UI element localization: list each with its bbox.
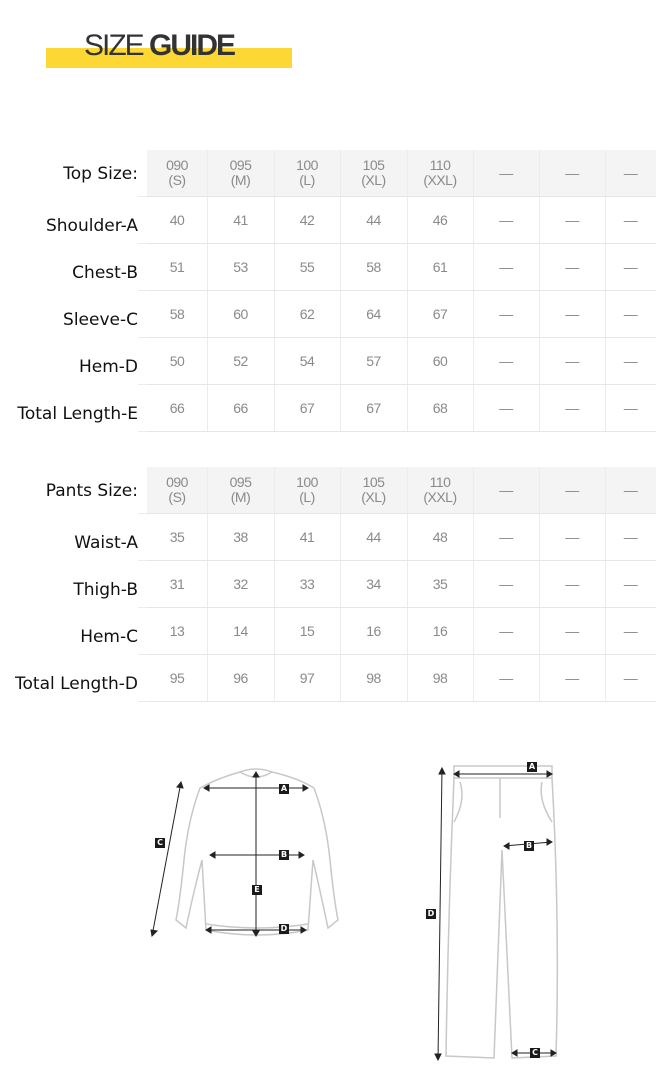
empty-dash-cell: —: [623, 164, 638, 181]
top-diagram-label-b: B: [280, 850, 288, 859]
size-guide-heading: [46, 24, 234, 68]
column-divider: [473, 385, 474, 431]
measurement-cell: 67: [432, 305, 448, 322]
column-divider: [473, 291, 474, 337]
size-header-cell: [274, 467, 340, 513]
top-diagram-label-a: A: [280, 784, 288, 793]
measurement-cell: 35: [432, 575, 448, 592]
empty-dash-cell: —: [565, 399, 579, 416]
empty-dash-cell: —: [623, 399, 638, 416]
measurement-cell: 54: [299, 352, 315, 369]
column-divider: [274, 561, 275, 607]
size-number: 105: [362, 474, 385, 490]
measurement-cell: 57: [366, 352, 381, 369]
row-cells: [147, 150, 656, 197]
table-row: [0, 514, 656, 561]
empty-dash-cell: —: [623, 622, 638, 639]
empty-dash-cell: —: [623, 305, 638, 322]
column-divider: [605, 608, 606, 654]
size-number: 110: [429, 474, 451, 490]
empty-dash-cell: —: [623, 481, 638, 498]
measurement-cell: 98: [432, 669, 448, 686]
measurement-cell: 40: [169, 211, 185, 228]
column-divider: [605, 467, 606, 513]
size-header-cell: [340, 150, 407, 196]
column-divider: [539, 608, 540, 654]
column-divider: [473, 467, 474, 513]
table-row: [0, 608, 656, 655]
measurement-cell: 13: [169, 622, 185, 639]
empty-dash-cell: —: [565, 669, 579, 686]
size-number: 095: [229, 157, 252, 173]
size-number: 090: [166, 157, 188, 173]
column-divider: [274, 608, 275, 654]
measurement-cell: 41: [233, 211, 248, 228]
size-letter: (L): [299, 489, 315, 505]
column-divider: [207, 608, 208, 654]
row-cells: [147, 291, 656, 338]
column-divider: [539, 561, 540, 607]
row-label: Shoulder-A: [0, 202, 138, 249]
empty-dash-cell: —: [565, 575, 579, 592]
pants-diagram-label-c: C: [530, 1048, 540, 1058]
column-divider: [274, 385, 275, 431]
row-cells: [147, 338, 656, 385]
size-header-cell: [340, 467, 407, 513]
column-divider: [207, 338, 208, 384]
measurement-cell: 60: [432, 352, 448, 369]
empty-dash-cell: —: [623, 211, 638, 228]
column-divider: [274, 467, 275, 513]
column-divider: [274, 244, 275, 290]
size-header-cell: [274, 150, 340, 196]
row-cells: [147, 608, 656, 655]
measurement-cell: 14: [233, 622, 248, 639]
size-letter: (XL): [361, 172, 386, 188]
table-row: [0, 197, 656, 244]
column-divider: [407, 514, 408, 560]
column-divider: [340, 197, 341, 243]
top-measurement-diagram: [148, 760, 348, 950]
measurement-cell: 97: [299, 669, 315, 686]
column-divider: [207, 385, 208, 431]
column-divider: [340, 608, 341, 654]
column-divider: [473, 150, 474, 196]
sweatshirt-outline-icon: [148, 760, 348, 950]
table-row: [0, 561, 656, 608]
column-divider: [340, 291, 341, 337]
measurement-cell: 58: [169, 305, 185, 322]
column-divider: [605, 244, 606, 290]
empty-dash-cell: —: [499, 481, 513, 498]
size-letter: (M): [230, 172, 251, 188]
column-divider: [407, 197, 408, 243]
column-divider: [539, 467, 540, 513]
table-header-row: [0, 467, 656, 514]
measurement-cell: 64: [366, 305, 381, 322]
measurement-cell: 15: [299, 622, 315, 639]
measurement-cell: 42: [299, 211, 315, 228]
measurement-cell: 62: [299, 305, 315, 322]
empty-dash-cell: —: [565, 622, 579, 639]
measurement-cell: 66: [233, 399, 248, 416]
table-row: [0, 244, 656, 291]
size-letter: (XXL): [423, 172, 457, 188]
table-row: [0, 291, 656, 338]
column-divider: [340, 150, 341, 196]
row-cells: [147, 385, 656, 432]
measurement-cell: 60: [233, 305, 248, 322]
column-divider: [340, 338, 341, 384]
column-divider: [473, 338, 474, 384]
column-divider: [539, 244, 540, 290]
size-header-cell: [207, 150, 274, 196]
column-divider: [473, 244, 474, 290]
column-divider: [207, 561, 208, 607]
column-divider: [274, 291, 275, 337]
size-letter: (XL): [361, 489, 386, 505]
size-letter: (S): [168, 489, 186, 505]
measurement-cell: 38: [233, 528, 248, 545]
measurement-cell: 44: [366, 211, 381, 228]
empty-dash-cell: —: [565, 164, 579, 181]
size-header-cell: [207, 467, 274, 513]
column-divider: [207, 244, 208, 290]
measurement-cell: 61: [432, 258, 448, 275]
size-letter: (L): [299, 172, 315, 188]
column-divider: [473, 561, 474, 607]
size-header-cell: [407, 467, 473, 513]
measurement-cell: 53: [233, 258, 248, 275]
table-header-label: Top Size:: [0, 150, 138, 197]
empty-dash-cell: —: [565, 211, 579, 228]
row-label: Thigh-B: [0, 566, 138, 613]
row-cells: [147, 467, 656, 514]
measurement-cell: 50: [169, 352, 185, 369]
empty-dash-cell: —: [623, 258, 638, 275]
column-divider: [274, 338, 275, 384]
size-number: 100: [296, 474, 318, 490]
size-header-cell: [147, 150, 207, 196]
row-label: Sleeve-C: [0, 296, 138, 343]
size-number: 090: [166, 474, 188, 490]
pants-diagram-label-b: B: [525, 841, 533, 850]
empty-dash-cell: —: [499, 669, 513, 686]
column-divider: [207, 514, 208, 560]
empty-dash-cell: —: [499, 164, 513, 181]
empty-dash-cell: —: [623, 352, 638, 369]
column-divider: [473, 197, 474, 243]
empty-dash-cell: —: [499, 622, 513, 639]
measurement-cell: 67: [366, 399, 381, 416]
column-divider: [274, 197, 275, 243]
title-word-size: SIZE: [84, 29, 143, 62]
empty-dash-cell: —: [499, 305, 513, 322]
measurement-cell: 68: [432, 399, 448, 416]
column-divider: [340, 561, 341, 607]
measurement-cell: 16: [432, 622, 448, 639]
size-header-cell: [407, 150, 473, 196]
empty-dash-cell: —: [565, 352, 579, 369]
table-row: [0, 385, 656, 432]
row-cells: [147, 655, 656, 702]
page-title: [46, 24, 234, 68]
column-divider: [207, 467, 208, 513]
column-divider: [539, 291, 540, 337]
column-divider: [407, 291, 408, 337]
measurement-cell: 35: [169, 528, 185, 545]
pants-diagram-label-d: D: [427, 909, 435, 918]
column-divider: [539, 150, 540, 196]
column-divider: [605, 197, 606, 243]
column-divider: [539, 197, 540, 243]
measurement-cell: 33: [299, 575, 315, 592]
measurement-cell: 66: [169, 399, 185, 416]
empty-dash-cell: —: [499, 352, 513, 369]
column-divider: [605, 514, 606, 560]
measurement-cell: 67: [299, 399, 315, 416]
column-divider: [207, 150, 208, 196]
column-divider: [340, 385, 341, 431]
column-divider: [407, 150, 408, 196]
column-divider: [407, 561, 408, 607]
column-divider: [539, 655, 540, 701]
measurement-cell: 51: [169, 258, 185, 275]
measurement-cell: 16: [366, 622, 381, 639]
column-divider: [274, 514, 275, 560]
row-label: Total Length-D: [0, 660, 138, 707]
size-number: 105: [362, 157, 385, 173]
top-diagram-label-e: E: [252, 885, 262, 895]
measurement-cell: 52: [233, 352, 248, 369]
column-divider: [407, 467, 408, 513]
empty-dash-cell: —: [499, 211, 513, 228]
size-letter: (S): [168, 172, 186, 188]
column-divider: [340, 467, 341, 513]
measurement-cell: 44: [366, 528, 381, 545]
column-divider: [539, 514, 540, 560]
column-divider: [605, 385, 606, 431]
column-divider: [605, 655, 606, 701]
row-label: Chest-B: [0, 249, 138, 296]
table-header-label: Pants Size:: [0, 467, 138, 514]
empty-dash-cell: —: [499, 258, 513, 275]
top-diagram-label-d: D: [280, 924, 288, 933]
size-header-cell: [147, 467, 207, 513]
measurement-cell: 95: [169, 669, 185, 686]
table-row: [0, 338, 656, 385]
column-divider: [605, 561, 606, 607]
measurement-cell: 32: [233, 575, 248, 592]
column-divider: [207, 197, 208, 243]
row-label: Total Length-E: [0, 390, 138, 437]
column-divider: [473, 514, 474, 560]
pants-measurement-diagram: [420, 760, 570, 1070]
size-letter: (M): [230, 489, 251, 505]
row-cells: [147, 561, 656, 608]
measurement-cell: 96: [233, 669, 248, 686]
column-divider: [274, 655, 275, 701]
column-divider: [407, 655, 408, 701]
measurement-cell: 58: [366, 258, 381, 275]
measurement-cell: 41: [299, 528, 315, 545]
title-word-guide: GUIDE: [149, 29, 235, 62]
empty-dash-cell: —: [623, 575, 638, 592]
column-divider: [340, 655, 341, 701]
column-divider: [473, 655, 474, 701]
size-number: 110: [429, 157, 451, 173]
empty-dash-cell: —: [565, 258, 579, 275]
empty-dash-cell: —: [499, 399, 513, 416]
pants-outline-icon: [420, 760, 570, 1070]
measurement-cell: 31: [169, 575, 185, 592]
row-cells: [147, 514, 656, 561]
size-number: 095: [229, 474, 252, 490]
measurement-cell: 48: [432, 528, 448, 545]
measurement-cell: 46: [432, 211, 448, 228]
column-divider: [407, 244, 408, 290]
column-divider: [407, 608, 408, 654]
column-divider: [340, 514, 341, 560]
column-divider: [407, 385, 408, 431]
row-label: Hem-C: [0, 613, 138, 660]
measurement-cell: 55: [299, 258, 315, 275]
column-divider: [605, 150, 606, 196]
column-divider: [207, 655, 208, 701]
size-letter: (XXL): [423, 489, 457, 505]
measurement-cell: 34: [366, 575, 381, 592]
column-divider: [407, 338, 408, 384]
size-number: 100: [296, 157, 318, 173]
column-divider: [605, 291, 606, 337]
empty-dash-cell: —: [623, 528, 638, 545]
column-divider: [539, 338, 540, 384]
table-row: [0, 655, 656, 702]
column-divider: [605, 338, 606, 384]
pants-diagram-label-a: A: [528, 762, 536, 771]
row-label: Waist-A: [0, 519, 138, 566]
empty-dash-cell: —: [565, 305, 579, 322]
column-divider: [473, 608, 474, 654]
measurement-cell: 98: [366, 669, 381, 686]
column-divider: [340, 244, 341, 290]
row-label: Hem-D: [0, 343, 138, 390]
top-diagram-label-c: C: [155, 838, 165, 848]
column-divider: [274, 150, 275, 196]
column-divider: [539, 385, 540, 431]
empty-dash-cell: —: [565, 481, 579, 498]
empty-dash-cell: —: [565, 528, 579, 545]
column-divider: [207, 291, 208, 337]
empty-dash-cell: —: [499, 575, 513, 592]
empty-dash-cell: —: [623, 669, 638, 686]
row-cells: [147, 197, 656, 244]
table-header-row: [0, 150, 656, 197]
empty-dash-cell: —: [499, 528, 513, 545]
row-cells: [147, 244, 656, 291]
